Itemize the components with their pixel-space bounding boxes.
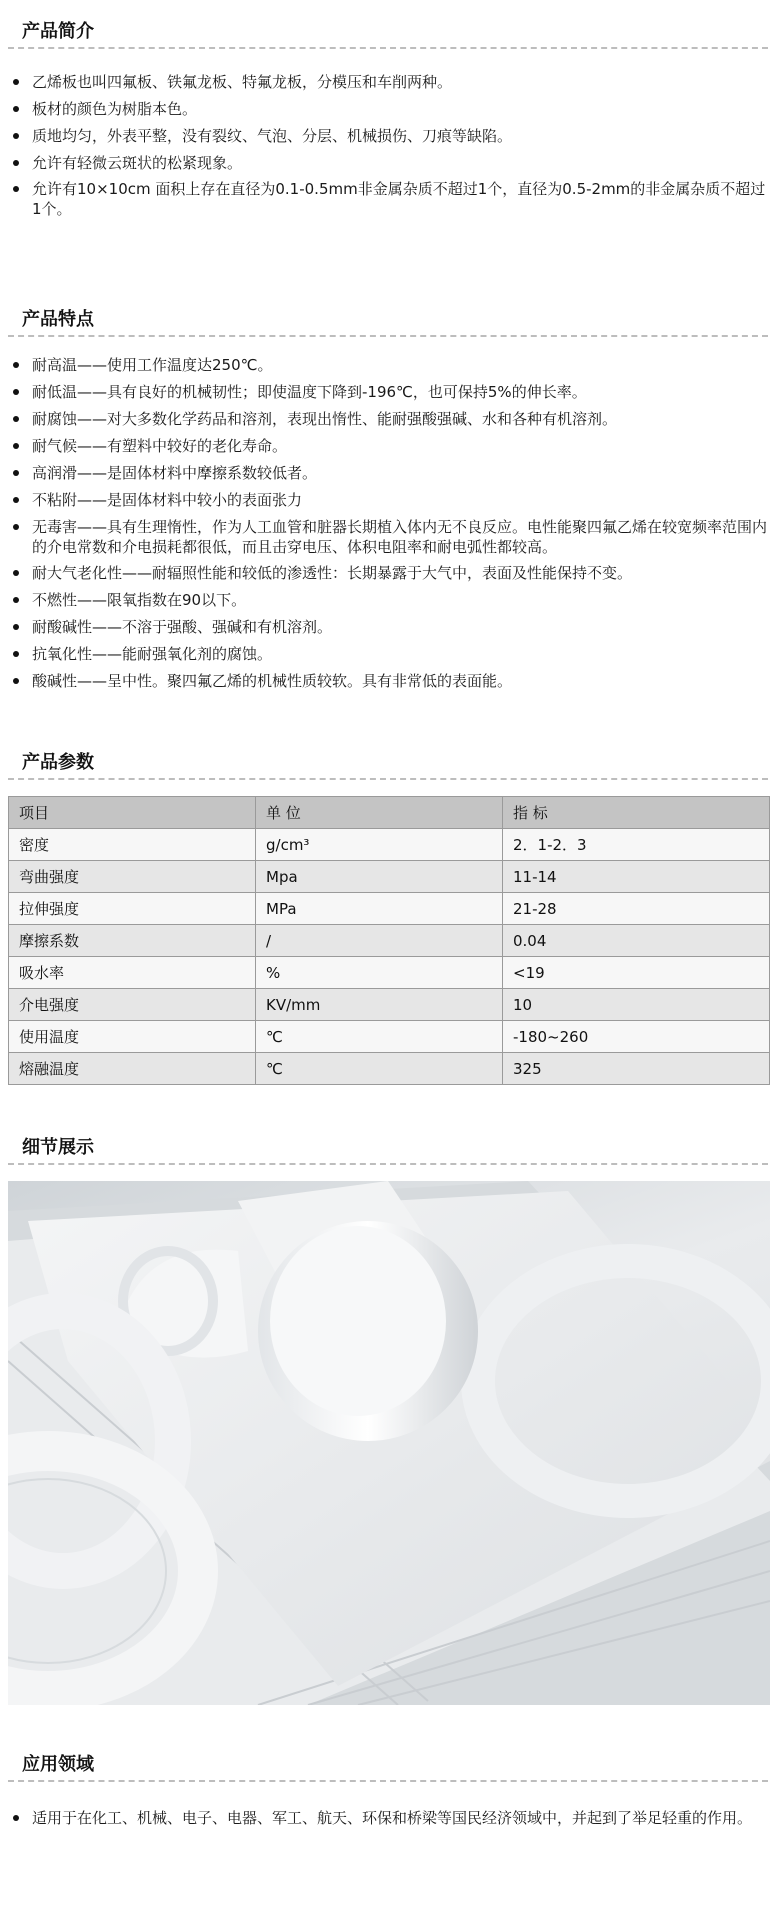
divider — [8, 47, 768, 49]
bullet-icon — [13, 106, 19, 112]
table-cell: 熔融温度 — [9, 1053, 256, 1085]
table-cell: 介电强度 — [9, 989, 256, 1021]
table-header-row — [9, 797, 770, 829]
table-row — [9, 893, 770, 925]
table-row — [9, 1021, 770, 1053]
table-row — [9, 989, 770, 1021]
table-row — [9, 957, 770, 989]
table-cell: 吸水率 — [9, 957, 256, 989]
bullet-icon — [13, 416, 19, 422]
table-cell: -180~260 — [503, 1021, 770, 1053]
table-cell: 325 — [503, 1053, 770, 1085]
table-row — [9, 861, 770, 893]
bullet-icon — [13, 678, 19, 684]
table-cell: 密度 — [9, 829, 256, 861]
params-table — [8, 796, 770, 1085]
product-photo — [8, 1181, 770, 1705]
table-cell: 拉伸强度 — [9, 893, 256, 925]
bullet-icon — [13, 362, 19, 368]
bullet-icon — [13, 624, 19, 630]
table-cell: g/cm³ — [256, 829, 503, 861]
details-title: 细节展示 — [22, 1137, 94, 1158]
table-cell: 使用温度 — [9, 1021, 256, 1053]
table-cell: Mpa — [256, 861, 503, 893]
table-cell: 弯曲强度 — [9, 861, 256, 893]
table-header-cell: 指 标 — [503, 797, 770, 829]
bullet-icon — [13, 133, 19, 139]
table-header-cell: 项目 — [9, 797, 256, 829]
table-cell: 21-28 — [503, 893, 770, 925]
table-row — [9, 829, 770, 861]
bullet-icon — [13, 443, 19, 449]
table-cell: % — [256, 957, 503, 989]
bullet-icon — [13, 389, 19, 395]
bullet-icon — [13, 524, 19, 530]
table-cell: ℃ — [256, 1021, 503, 1053]
table-cell: 2．1-2．3 — [503, 829, 770, 861]
bullet-icon — [13, 1815, 19, 1821]
table-header-cell: 单 位 — [256, 797, 503, 829]
intro-title: 产品简介 — [22, 21, 94, 42]
ptfe-sheets-illustration — [8, 1181, 770, 1705]
bullet-icon — [13, 651, 19, 657]
table-row — [9, 925, 770, 957]
table-cell: 11-14 — [503, 861, 770, 893]
divider — [8, 1163, 768, 1165]
divider — [8, 778, 768, 780]
bullet-icon — [13, 470, 19, 476]
table-cell: 0.04 — [503, 925, 770, 957]
bullet-icon — [13, 597, 19, 603]
table-cell: 摩擦系数 — [9, 925, 256, 957]
table-cell: / — [256, 925, 503, 957]
table-cell: MPa — [256, 893, 503, 925]
table-row — [9, 1053, 770, 1085]
bullet-icon — [13, 160, 19, 166]
table-cell: ℃ — [256, 1053, 503, 1085]
features-title: 产品特点 — [22, 309, 94, 330]
divider — [8, 1780, 768, 1782]
params-title: 产品参数 — [22, 752, 94, 773]
bullet-icon — [13, 570, 19, 576]
application-title: 应用领域 — [22, 1754, 94, 1775]
table-cell: 10 — [503, 989, 770, 1021]
table-cell: KV/mm — [256, 989, 503, 1021]
bullet-icon — [13, 497, 19, 503]
table-cell: <19 — [503, 957, 770, 989]
bullet-icon — [13, 79, 19, 85]
bullet-icon — [13, 186, 19, 192]
divider — [8, 335, 768, 337]
